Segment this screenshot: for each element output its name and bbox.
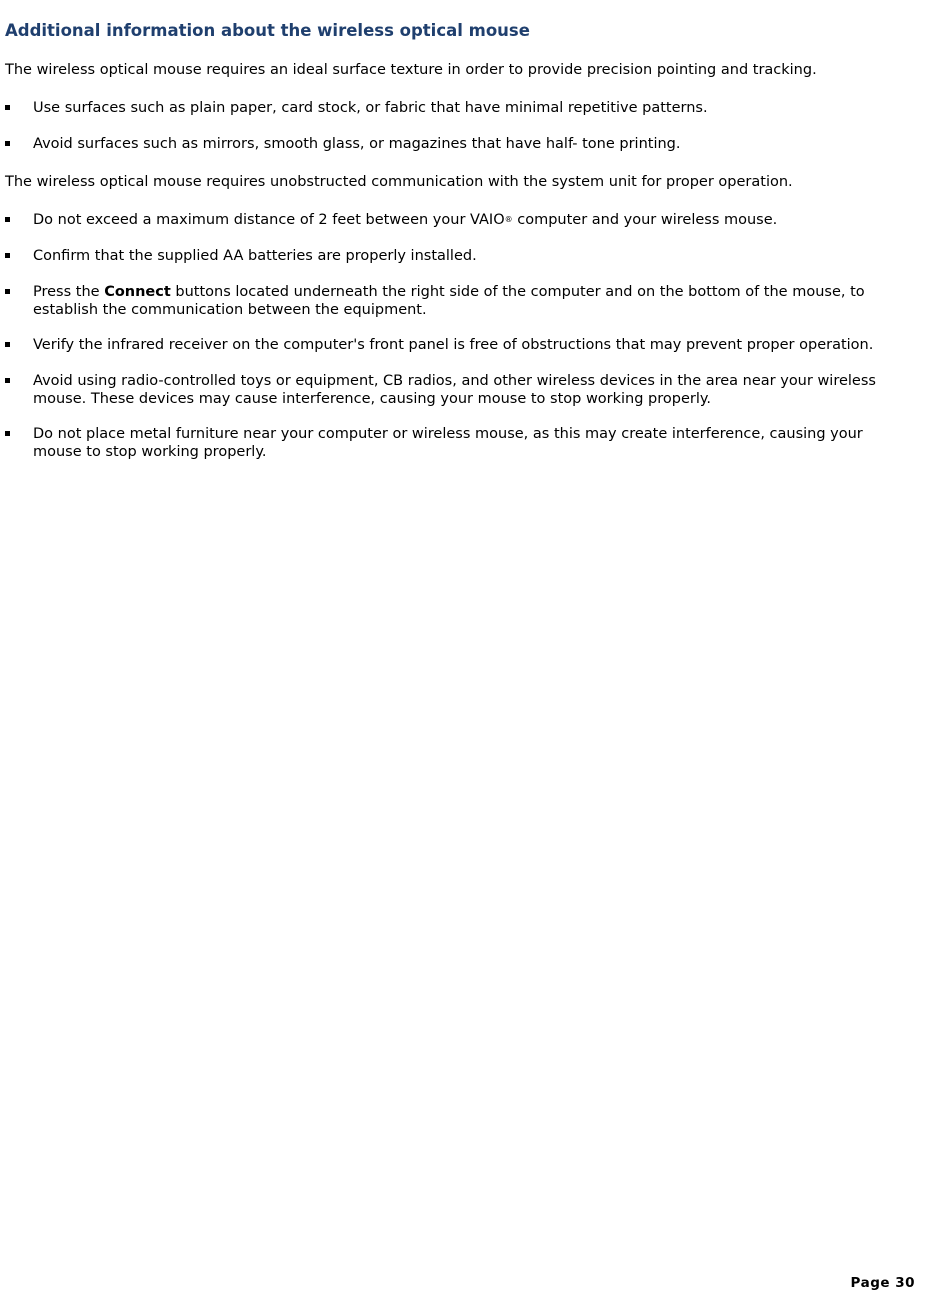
bullet-icon: [5, 289, 10, 294]
list-item-text: Avoid using radio-controlled toys or equipment, CB radios, and other wireless devices in the area near your wireless mouse. These devices may cause interference, causing your mouse to stop working properly.: [33, 373, 876, 407]
list-item-text: Avoid surfaces such as mirrors, smooth glass, or magazines that have half- tone printing.: [33, 136, 681, 152]
bullet-icon: [5, 141, 10, 146]
registered-mark: ®: [504, 215, 513, 224]
list-item-text: [33, 283, 913, 319]
list-item-text: Use surfaces such as plain paper, card stock, or fabric that have minimal repetitive patterns.: [33, 100, 708, 116]
bullet-icon: [5, 342, 10, 347]
connect-text-end: buttons located underneath the right side of the computer and on the bottom of the mouse, to establish the communication between the equipment.: [33, 284, 865, 318]
bullet-icon: [5, 105, 10, 110]
distance-text-end: computer and your wireless mouse.: [512, 212, 778, 228]
bullet-icon: [5, 217, 10, 222]
page-title: Additional information about the wireless optical mouse: [5, 21, 530, 40]
bullet-icon: [5, 431, 10, 436]
connect-text: Press the: [33, 284, 105, 300]
surface-intro: The wireless optical mouse requires an ideal surface texture in order to provide precision pointing and tracking.: [5, 62, 817, 78]
distance-text: Do not exceed a maximum distance of 2 feet between your VAIO: [33, 212, 505, 228]
list-item-text: Verify the infrared receiver on the computer's front panel is free of obstructions that may prevent proper operation.: [33, 337, 874, 353]
connect-button-name: Connect: [104, 284, 171, 300]
communication-intro: The wireless optical mouse requires unobstructed communication with the system unit for proper operation.: [5, 174, 793, 190]
bullet-icon: [5, 378, 10, 383]
bullet-icon: [5, 253, 10, 258]
list-item-text: Confirm that the supplied AA batteries are properly installed.: [33, 248, 477, 264]
list-item-text: [33, 211, 913, 229]
page-number: Page 30: [850, 1275, 915, 1291]
list-item-text: Do not place metal furniture near your computer or wireless mouse, as this may create interference, causing your mouse to stop working properly.: [33, 426, 863, 460]
